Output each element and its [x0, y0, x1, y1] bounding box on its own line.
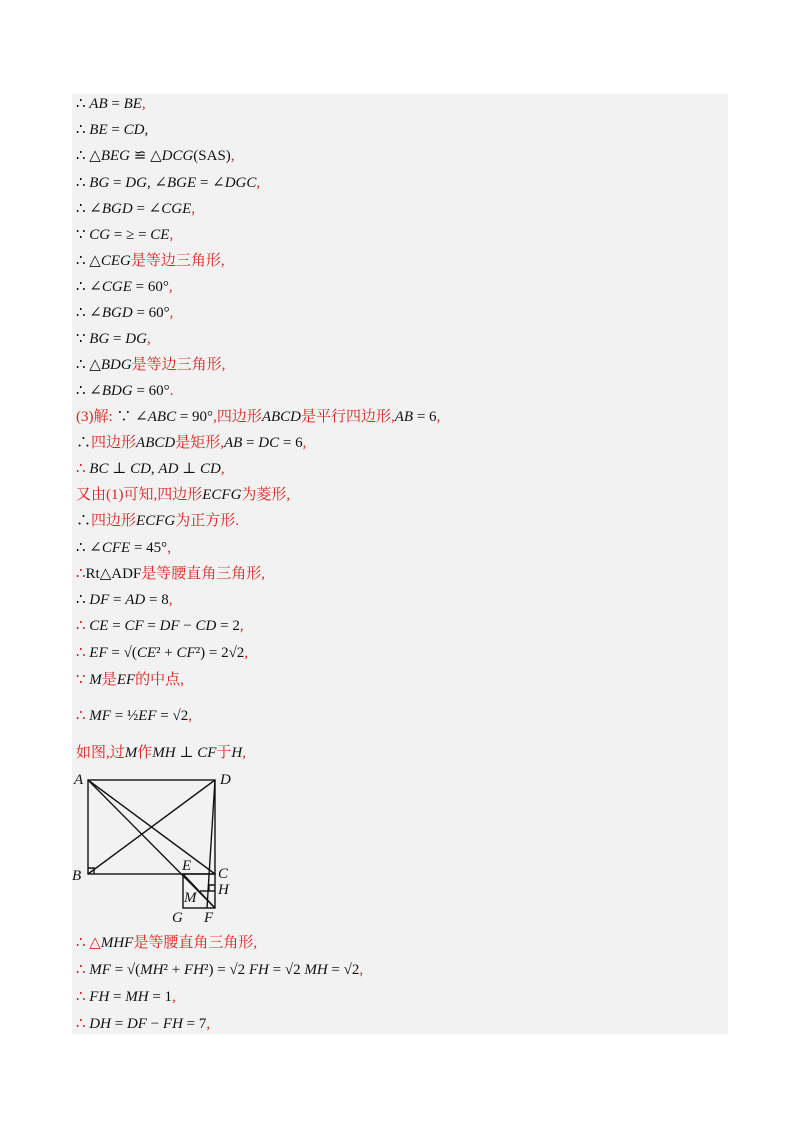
line-segment: ⊥ — [178, 461, 201, 477]
line-segment: CFE — [101, 540, 131, 556]
line-segment: = 1 — [148, 989, 173, 1005]
solution-line — [76, 508, 239, 534]
line-segment: , — [146, 331, 151, 347]
line-segment: = — [110, 708, 127, 724]
line-segment: EF — [116, 672, 136, 688]
line-segment: 又由(1)可知,四边形 — [76, 487, 203, 503]
line-segment: 于 — [216, 745, 232, 761]
line-segment: CGE — [101, 279, 132, 295]
line-segment: ECFG — [136, 513, 176, 529]
line-segment: DG — [125, 331, 147, 347]
line-segment: CD — [200, 461, 221, 477]
line-segment: , — [169, 305, 174, 321]
solution-line — [76, 587, 172, 613]
label-e: E — [182, 858, 192, 874]
line-segment: ∵ — [76, 227, 90, 243]
line-segment: ²) = 2√2 — [195, 645, 245, 661]
line-segment: , — [239, 618, 244, 634]
line-segment: ABC — [147, 409, 177, 425]
line-segment: EF — [89, 645, 108, 661]
line-segment: CEG — [100, 253, 131, 269]
line-segment: ∴ — [76, 592, 90, 608]
line-segment: − — [179, 618, 196, 634]
line-segment: FH — [89, 989, 110, 1005]
line-segment: = — [109, 331, 126, 347]
line-segment: BGD — [101, 305, 133, 321]
solution-line — [76, 535, 171, 561]
label-c: C — [218, 866, 229, 882]
line-segment: ≌ △ — [130, 148, 162, 164]
line-segment: = 7 — [182, 1016, 207, 1032]
line-segment: ∵ — [76, 672, 90, 688]
solution-line — [76, 404, 440, 430]
line-segment: ∴ — [76, 1016, 90, 1032]
line-segment: ∴ — [76, 122, 90, 138]
line-segment: = 45° — [130, 540, 168, 556]
solution-line — [76, 430, 306, 456]
line-segment: AD — [158, 461, 179, 477]
line-segment: DH — [89, 1016, 111, 1032]
solution-line — [76, 482, 290, 508]
line-segment: ∵ — [76, 331, 90, 347]
line-segment: ⊥ — [108, 461, 131, 477]
line-segment: MH — [140, 962, 164, 978]
line-segment: = √( — [107, 645, 137, 661]
line-segment: ∴ — [76, 962, 90, 978]
line-segment: ABCD — [136, 435, 176, 451]
line-segment: CG — [89, 227, 111, 243]
line-segment: BE — [89, 122, 108, 138]
line-segment: = √2 — [156, 708, 189, 724]
line-segment: 是等腰直角三角形, — [141, 566, 266, 582]
geometry-figure — [72, 766, 242, 928]
line-af — [88, 780, 215, 908]
line-segment: = — [109, 592, 126, 608]
line-segment: 如图,过 — [76, 745, 125, 761]
line-segment: = 60° — [131, 279, 169, 295]
line-segment: = — [242, 435, 259, 451]
solution-line — [76, 326, 151, 352]
line-segment: ∴ — [76, 989, 90, 1005]
line-segment: EF — [138, 708, 157, 724]
line-segment: , — [436, 409, 441, 425]
line-segment: ½ — [126, 708, 139, 724]
line-segment: ∴ — [76, 175, 90, 191]
line-segment: , — [359, 962, 364, 978]
solution-line — [76, 143, 235, 169]
line-segment: = 60° — [132, 305, 170, 321]
label-d: D — [220, 772, 231, 788]
line-segment: BDG — [101, 383, 133, 399]
line-segment: Rt△ADF — [85, 566, 142, 582]
line-segment: DCG — [161, 148, 194, 164]
label-f: F — [204, 910, 214, 926]
line-segment: DC — [258, 435, 280, 451]
line-segment: 的中点, — [135, 672, 184, 688]
line-segment: ∴ △ — [76, 935, 101, 951]
line-segment: ∴ ∠ — [76, 540, 102, 556]
line-segment: DG — [125, 175, 147, 191]
line-segment: , — [244, 645, 249, 661]
line-segment: = 2 — [216, 618, 240, 634]
line-segment: ∴ ∠ — [76, 383, 102, 399]
line-segment: FH — [162, 1016, 183, 1032]
line-segment: , — [191, 201, 195, 217]
solution-line — [76, 274, 173, 300]
solution-line — [76, 667, 184, 693]
line-segment: = 6 — [413, 409, 437, 425]
line-segment: ∴ — [76, 618, 90, 634]
solution-line — [76, 740, 246, 766]
line-segment: , — [168, 279, 173, 295]
line-segment: , — [242, 745, 246, 761]
line-segment: 是 — [101, 672, 117, 688]
solution-line — [76, 378, 173, 404]
line-segment: 四边形 — [91, 513, 137, 529]
line-segment: = — [109, 989, 126, 1005]
line-segment: CE — [136, 645, 156, 661]
line-segment: CD — [195, 618, 217, 634]
line-segment: , — [206, 1016, 211, 1032]
line-segment: , — [172, 989, 176, 1005]
label-g: G — [172, 910, 183, 926]
line-segment: ∴ △ — [76, 357, 101, 373]
line-segment: ∴ ∠ — [76, 279, 102, 295]
line-segment: BGE — [167, 175, 197, 191]
line-segment: = — [110, 1016, 127, 1032]
line-segment: M — [89, 672, 102, 688]
solution-line — [76, 703, 192, 729]
line-segment: M — [124, 745, 138, 761]
line-segment: = √2 — [268, 962, 305, 978]
line-segment: 是等边三角形, — [131, 357, 226, 373]
line-segment: (SAS) — [193, 148, 231, 164]
line-segment: CF — [197, 745, 217, 761]
line-segment: , — [220, 461, 225, 477]
line-segment: ∴ △ — [76, 253, 101, 269]
line-segment: ⊥ — [175, 745, 198, 761]
line-segment: MF — [89, 708, 111, 724]
line-segment: , — [168, 592, 173, 608]
solution-line — [76, 984, 176, 1010]
line-segment: , — [167, 540, 171, 556]
line-segment: ∴ — [76, 645, 90, 661]
line-segment: FH — [183, 962, 204, 978]
right-angle-h-marker — [209, 885, 215, 891]
line-segment: BG — [89, 175, 110, 191]
line-segment: CD — [123, 122, 145, 138]
line-segment: = ≥ = — [110, 227, 151, 243]
line-segment: = √2 — [327, 962, 360, 978]
line-segment: . — [169, 383, 174, 399]
line-segment: 是等边三角形, — [130, 253, 225, 269]
line-segment: ∴ — [76, 708, 90, 724]
solution-line — [76, 1011, 210, 1037]
line-segment: ∴ — [76, 96, 90, 112]
line-segment: H — [231, 745, 243, 761]
line-segment: = √( — [110, 962, 141, 978]
line-segment: = ∠ — [132, 201, 162, 217]
line-segment: = ∠ — [196, 175, 225, 191]
line-segment: MHF — [100, 935, 134, 951]
label-a: A — [74, 772, 84, 788]
line-segment: CF — [176, 645, 196, 661]
line-segment: ∵ ∠ — [112, 409, 148, 425]
line-segment: (3)解: — [76, 409, 113, 425]
solution-line — [76, 561, 265, 587]
line-segment: DF — [126, 1016, 147, 1032]
line-segment: CGE — [161, 201, 192, 217]
line-segment: , — [141, 96, 146, 112]
solution-line — [76, 640, 248, 666]
line-segment: 为菱形, — [241, 487, 291, 503]
line-segment: DF — [89, 592, 110, 608]
line-segment: = — [107, 122, 124, 138]
line-segment: 四边形 — [91, 435, 137, 451]
line-segment: , — [230, 148, 235, 164]
line-segment: 作 — [137, 745, 153, 761]
solution-line — [76, 930, 257, 956]
line-segment: ∴ △ — [76, 148, 101, 164]
line-segment: − — [146, 1016, 163, 1032]
line-segment: , — [150, 461, 159, 477]
line-segment: 是矩形, — [175, 435, 224, 451]
solution-line — [76, 91, 146, 117]
line-segment: MF — [89, 962, 111, 978]
line-segment: = — [109, 175, 126, 191]
line-segment: ECFG — [202, 487, 242, 503]
line-segment: BEG — [100, 148, 131, 164]
line-segment: MH — [125, 989, 149, 1005]
line-segment: BGD — [101, 201, 133, 217]
line-segment: = 60° — [132, 383, 170, 399]
line-segment: CE — [150, 227, 170, 243]
line-segment: ²) = √2 — [203, 962, 249, 978]
line-segment: = — [108, 618, 125, 634]
solution-line — [76, 613, 244, 639]
line-segment: BDG — [100, 357, 132, 373]
line-segment: ∴ — [76, 566, 86, 582]
line-segment: ,四边形 — [213, 409, 262, 425]
line-segment: BC — [89, 461, 109, 477]
line-segment: , — [169, 227, 174, 243]
line-segment: = 90° — [176, 409, 214, 425]
label-m: M — [184, 890, 197, 906]
line-segment: AD — [125, 592, 146, 608]
solution-line — [76, 117, 148, 143]
line-segment: AB — [394, 409, 414, 425]
line-segment: DF — [159, 618, 180, 634]
solution-line — [76, 170, 260, 196]
line-segment: , — [188, 708, 192, 724]
line-segment: ∴ — [76, 435, 92, 451]
line-segment: = — [143, 618, 160, 634]
line-segment: ∴ — [76, 461, 90, 477]
line-segment: FH — [248, 962, 269, 978]
line-segment: , — [144, 122, 149, 138]
line-segment: = 6 — [279, 435, 303, 451]
solution-line — [76, 300, 173, 326]
line-segment: BE — [123, 96, 142, 112]
line-segment: ∴ ∠ — [76, 305, 102, 321]
line-segment: CF — [124, 618, 144, 634]
line-segment: ² + — [155, 645, 177, 661]
label-h: H — [218, 882, 229, 898]
solution-line — [76, 456, 225, 482]
solution-line — [76, 248, 225, 274]
solution-line — [76, 352, 225, 378]
line-segment: ∴ — [76, 513, 92, 529]
line-segment: ∴ ∠ — [76, 201, 102, 217]
line-df — [207, 780, 215, 908]
line-segment: = — [107, 96, 124, 112]
line-segment: ABCD — [261, 409, 301, 425]
label-b: B — [72, 868, 82, 884]
line-segment: ² + — [163, 962, 184, 978]
solution-line — [76, 957, 363, 983]
line-segment: AB — [223, 435, 243, 451]
line-segment: BG — [89, 331, 110, 347]
solution-line — [76, 196, 195, 222]
line-segment: MH — [152, 745, 176, 761]
line-segment: CD — [130, 461, 151, 477]
line-segment: AB — [89, 96, 108, 112]
line-segment: = 8 — [145, 592, 169, 608]
solution-line — [76, 222, 173, 248]
line-segment: DGC — [224, 175, 257, 191]
line-segment: CE — [89, 618, 109, 634]
line-segment: , — [302, 435, 307, 451]
line-segment: 是平行四边形, — [301, 409, 395, 425]
line-segment: , ∠ — [146, 175, 168, 191]
line-segment: MH — [304, 962, 328, 978]
line-segment: 为正方形. — [175, 513, 239, 529]
line-segment: 是等腰直角三角形, — [133, 935, 258, 951]
line-segment: , — [256, 175, 261, 191]
